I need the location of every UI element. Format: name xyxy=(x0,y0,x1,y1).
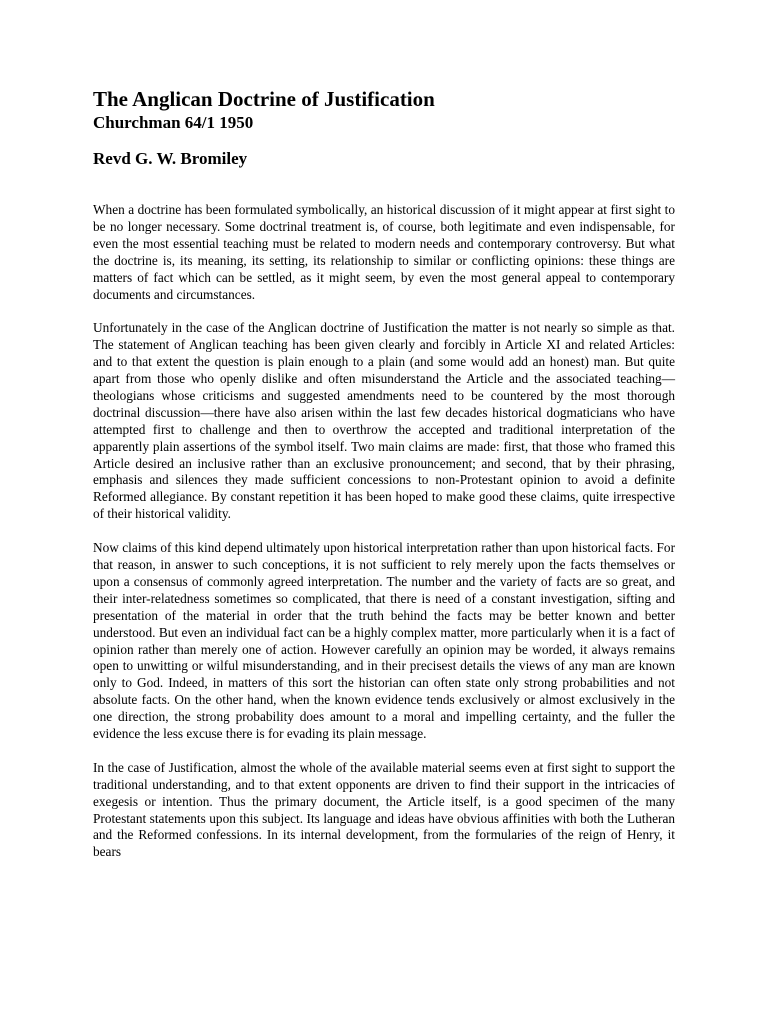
document-author: Revd G. W. Bromiley xyxy=(93,149,248,168)
document-page xyxy=(93,86,675,878)
paragraph: Now claims of this kind depend ultimately upon historical interpretation rather than upon historical facts. For that reason, in answer to such conceptions, it is not sufficient to rely merely upon the facts themselves or upon a consensus of commonly agreed interpretation. The number and the variety of facts are so great, and their inter-relatedness sometimes so complicated, that there is need of a constant investigation, sifting and presentation of the material in order that the truth behind the facts may be better known and better understood. But even an individual fact can be a highly complex matter, more particularly when it is a fact of opinion rather than merely one of action. However carefully an opinion may be worded, it always remains open to unwitting or wilful misunderstanding, and in their precisest details the views of any man are known only to God. Indeed, in matters of this sort the historian can often state only strong probabilities and not absolute facts. On the other hand, when the known evidence tends exclusively or almost exclusively in the one direction, the strong probability does amount to a moral and impelling certainty, and the fuller the evidence the less excuse there is for evading its plain message. xyxy=(93,540,675,742)
paragraph: Unfortunately in the case of the Anglican doctrine of Justification the matter is not nearly so simple as that. The statement of Anglican teaching has been given clearly and forcibly in Article XI and related Articles: and to that extent the question is plain enough to a plain (and some would add an honest) man. But quite apart from those who openly dislike and often misunderstand the Article and the associated teaching—theologians whose criticisms and suggested amendments need to be countered by the most thorough doctrinal discussion—there have also arisen within the last few decades historical dogmaticians who have attempted first to challenge and then to overthrow the accepted and traditional interpretation of the apparently plain assertions of the symbol itself. Two main claims are made: first, that those who framed this Article desired an inclusive rather than an exclusive pronouncement; and second, that by their phrasing, emphasis and silences they made sufficient concessions to non-Protestant opinion to avoid a definite Reformed allegiance. By constant repetition it has been hoped to make good these claims, quite irrespective of their historical validity. xyxy=(93,320,675,522)
document-body xyxy=(93,202,675,861)
document-source: Churchman 64/1 1950 xyxy=(93,113,254,132)
paragraph: When a doctrine has been formulated symbolically, an historical discussion of it might appear at first sight to be no longer necessary. Some doctrinal treatment is, of course, both legitimate and even indispensable, for even the most essential teaching must be related to modern needs and contemporary controversy. But what the doctrine is, its meaning, its setting, its relationship to similar or conflicting opinions: these things are matters of fact which can be settled, as it might seem, by even the most general appeal to contemporary documents and circumstances. xyxy=(93,202,675,302)
document-title: The Anglican Doctrine of Justification xyxy=(93,87,435,111)
paragraph: In the case of Justification, almost the whole of the available material seems even at first sight to support the traditional understanding, and to that extent opponents are driven to find their support in the intricacies of exegesis or intention. Thus the primary document, the Article itself, is a good specimen of the many Protestant statements upon this subject. Its language and ideas have obvious affinities with both the Lutheran and the Reformed confessions. In its internal development, from the formularies of the reign of Henry, it bears xyxy=(93,759,675,860)
